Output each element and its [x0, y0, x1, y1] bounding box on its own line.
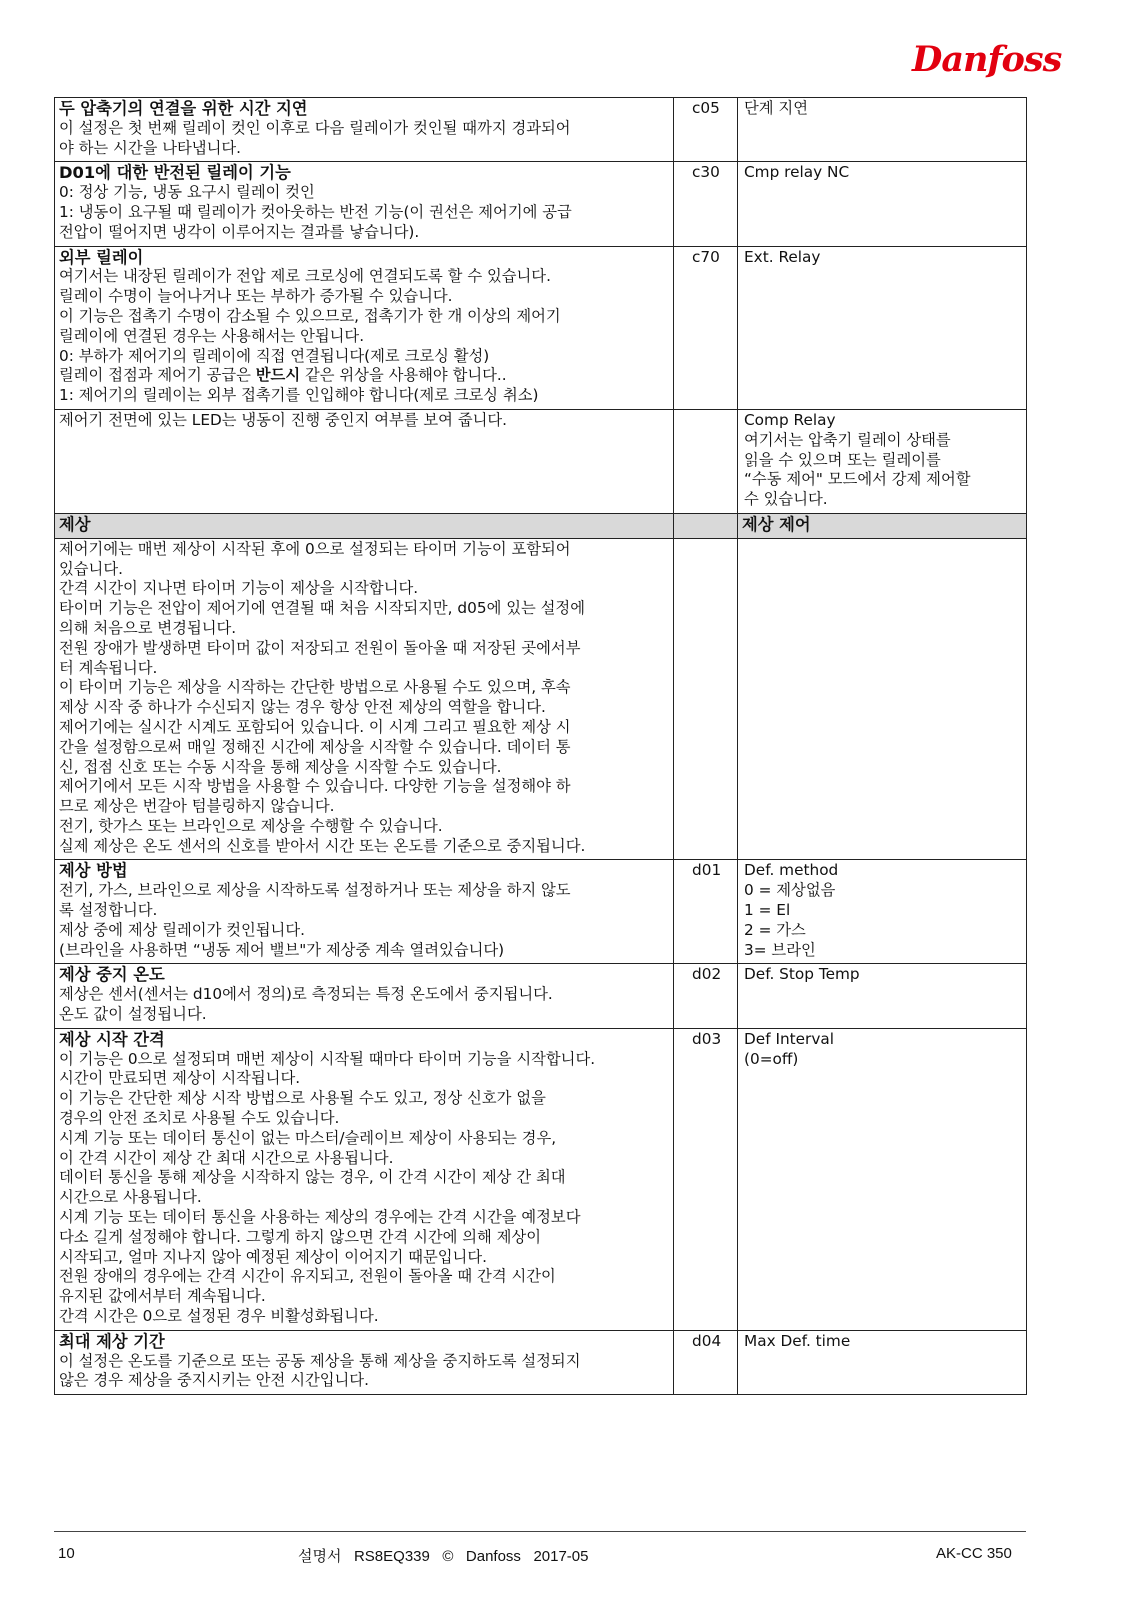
- description-line: 야 하는 시간을 나타냅니다.: [59, 138, 241, 157]
- parameter-name-line: Comp Relay: [744, 410, 836, 429]
- parameter-code: d04: [674, 1330, 738, 1394]
- parameter-title: 최대 제상 기간: [59, 1331, 165, 1351]
- description-line: 전기, 핫가스 또는 브라인으로 제상을 수행할 수 있습니다.: [59, 816, 443, 835]
- description-line: 제어기에서 모든 시작 방법을 사용할 수 있습니다. 다양한 기능을 설정해야 하: [59, 777, 571, 796]
- parameter-name-line: Def. Stop Temp: [744, 965, 860, 984]
- description-line: 간을 설정함으로써 매일 정해진 시간에 제상을 시작할 수 있습니다. 데이터 통: [59, 737, 571, 756]
- parameter-name-cell: [738, 860, 1027, 964]
- description-line: 다소 길게 설정해야 합니다. 그렇게 하지 않으면 간격 시간에 의해 제상이: [59, 1227, 542, 1246]
- parameter-name-line: Max Def. time: [744, 1331, 851, 1350]
- parameter-code: c70: [674, 246, 738, 409]
- description-cell: [55, 98, 674, 162]
- description-line: 간격 시간이 지나면 타이머 기능이 제상을 시작합니다.: [59, 579, 419, 598]
- description-line: 제상 시작 중 하나가 수신되지 않는 경우 항상 안전 제상의 역할을 합니다.: [59, 698, 546, 717]
- parameter-name-cell: [738, 1330, 1027, 1394]
- section-title: 제상: [55, 513, 674, 538]
- description-line: 이 기능은 0으로 설정되며 매번 제상이 시작될 때마다 타이머 기능을 시작합니다.: [59, 1049, 596, 1068]
- parameter-name-cell: [738, 538, 1027, 860]
- description-cell: [55, 409, 674, 513]
- description-line: 제상은 센서(센서는 d10에서 정의)로 측정되는 특정 온도에서 중지됩니다.: [59, 985, 553, 1004]
- parameter-title: 제상 방법: [59, 861, 128, 881]
- description-line: 시계 기능 또는 데이터 통신이 없는 마스터/슬레이브 제상이 사용되는 경우,: [59, 1128, 557, 1147]
- table-row: [55, 964, 1027, 1028]
- parameter-name-line: 0 = 제상없음: [744, 881, 836, 900]
- section-header-defrost: [55, 513, 1027, 538]
- document-reference: 설명서 RS8EQ339 © Danfoss 2017-05: [298, 1548, 589, 1565]
- description-line: 온도 값이 설정됩니다.: [59, 1005, 207, 1024]
- description-line: 이 기능은 간단한 제상 시작 방법으로 사용될 수도 있고, 정상 신호가 없을: [59, 1089, 546, 1108]
- parameter-name-cell: [738, 98, 1027, 162]
- parameter-title: 외부 릴레이: [59, 247, 144, 267]
- description-line: 이 설정은 첫 번째 릴레이 컷인 이후로 다음 릴레이가 컷인될 때까지 경과되어: [59, 118, 571, 137]
- parameter-code: c05: [674, 98, 738, 162]
- description-line: 타이머 기능은 전압이 제어기에 연결될 때 처음 시작되지만, d05에 있는 설정에: [59, 599, 585, 618]
- description-line: 0: 정상 기능, 냉동 요구시 릴레이 컷인: [59, 183, 315, 202]
- description-line: 전원 장애의 경우에는 간격 시간이 유지되고, 전원이 돌아올 때 간격 시간이: [59, 1267, 556, 1286]
- parameter-name-line: 1 = El: [744, 901, 791, 920]
- description-cell: [55, 246, 674, 409]
- parameter-code: d03: [674, 1028, 738, 1330]
- description-line: 경우의 안전 조치로 사용될 수도 있습니다.: [59, 1109, 340, 1128]
- table-row: [55, 98, 1027, 162]
- description-line: 1: 제어기의 릴레이는 외부 접촉기를 인입해야 합니다(제로 크로싱 취소): [59, 386, 539, 405]
- description-line: 제어기에는 매번 제상이 시작된 후에 0으로 설정되는 타이머 기능이 포함되어: [59, 539, 571, 558]
- description-cell: [55, 1028, 674, 1330]
- parameter-code: d02: [674, 964, 738, 1028]
- description-line: 릴레이 접점과 제어기 공급은 반드시 같은 위상을 사용해야 합니다..: [59, 366, 507, 385]
- parameter-name-line: 2 = 가스: [744, 920, 806, 939]
- description-line: 록 설정합니다.: [59, 901, 158, 920]
- description-line: 있습니다.: [59, 559, 123, 578]
- table-row: [55, 860, 1027, 964]
- parameter-title: D01에 대한 반전된 릴레이 기능: [59, 163, 291, 183]
- description-line: 이 설정은 온도를 기준으로 또는 공동 제상을 통해 제상을 중지하도록 설정되지: [59, 1351, 581, 1370]
- description-line: 이 타이머 기능은 제상을 시작하는 간단한 방법으로 사용될 수도 있으며, 후속: [59, 678, 571, 697]
- danfoss-logo: [912, 40, 1061, 80]
- description-line: (브라인을 사용하면 “냉동 제어 밸브"가 제상중 계속 열려있습니다): [59, 940, 505, 959]
- description-line: 릴레이에 연결된 경우는 사용해서는 안됩니다.: [59, 326, 365, 345]
- description-cell: [55, 538, 674, 860]
- description-line: 므로 제상은 번갈아 텀블링하지 않습니다.: [59, 797, 335, 816]
- section-title-right: 제상 제어: [738, 513, 1027, 538]
- parameter-code: [674, 538, 738, 860]
- parameter-code: c30: [674, 162, 738, 246]
- description-line: 시간으로 사용됩니다.: [59, 1188, 202, 1207]
- description-cell: [55, 162, 674, 246]
- description-line: 시작되고, 얼마 지나지 않아 예정된 제상이 이어지기 때문입니다.: [59, 1247, 487, 1266]
- parameter-name-line: 수 있습니다.: [744, 490, 828, 509]
- parameter-name-line: 읽을 수 있으며 또는 릴레이를: [744, 450, 941, 469]
- parameter-name-line: Ext. Relay: [744, 247, 821, 266]
- product-name: AK-CC 350: [936, 1545, 1012, 1562]
- description-line: 제어기 전면에 있는 LED는 냉동이 진행 중인지 여부를 보여 줍니다.: [59, 410, 508, 429]
- parameter-name-cell: [738, 246, 1027, 409]
- description-line: 여기서는 내장된 릴레이가 전압 제로 크로싱에 연결되도록 할 수 있습니다.: [59, 267, 551, 286]
- parameter-name-cell: [738, 1028, 1027, 1330]
- page-number: 10: [58, 1545, 75, 1562]
- table-row: [55, 162, 1027, 246]
- table-row: [55, 409, 1027, 513]
- description-line: 제어기에는 실시간 시계도 포함되어 있습니다. 이 시계 그리고 필요한 제상 시: [59, 717, 571, 736]
- description-line: 신, 접점 신호 또는 수동 시작을 통해 제상을 시작할 수도 있습니다.: [59, 757, 502, 776]
- table-body-top: [55, 98, 1027, 514]
- parameter-name-line: 3= 브라인: [744, 940, 816, 959]
- parameter-name-line: Def. method: [744, 861, 839, 880]
- table-row: [55, 246, 1027, 409]
- description-line: 전압이 떨어지면 냉각이 이루어지는 결과를 낳습니다).: [59, 222, 420, 241]
- description-line: 이 간격 시간이 제상 간 최대 시간으로 사용됩니다.: [59, 1148, 394, 1167]
- parameter-title: 두 압축기의 연결을 위한 시간 지연: [59, 99, 308, 118]
- description-line: 터 계속됩니다.: [59, 658, 158, 677]
- parameter-name-line: “수동 제어" 모드에서 강제 제어할: [744, 470, 971, 489]
- description-line: 제상 중에 제상 릴레이가 컷인됩니다.: [59, 920, 305, 939]
- description-line: 유지된 값에서부터 계속됩니다.: [59, 1287, 266, 1306]
- parameter-name-cell: [738, 162, 1027, 246]
- description-line: 간격 시간은 0으로 설정된 경우 비활성화됩니다.: [59, 1307, 379, 1326]
- parameter-title: 제상 시작 간격: [59, 1029, 165, 1049]
- description-line: 의해 처음으로 변경됩니다.: [59, 618, 237, 637]
- description-line: 0: 부하가 제어기의 릴레이에 직접 연결됩니다(제로 크로싱 활성): [59, 346, 490, 365]
- section-spacer: [674, 513, 738, 538]
- description-line: 데이터 통신을 통해 제상을 시작하지 않는 경우, 이 간격 시간이 제상 간 최대: [59, 1168, 566, 1187]
- parameter-name-line: Def Interval: [744, 1029, 835, 1048]
- parameter-name-line: (0=off): [744, 1049, 799, 1068]
- parameter-name-line: 단계 지연: [744, 99, 808, 117]
- description-line: 시계 기능 또는 데이터 통신을 사용하는 제상의 경우에는 간격 시간을 예정보다: [59, 1208, 581, 1227]
- parameter-name-cell: [738, 409, 1027, 513]
- table-row: [55, 1028, 1027, 1330]
- logo-wordmark: Danfoss: [912, 39, 1062, 80]
- table-row: [55, 538, 1027, 860]
- description-line: 전기, 가스, 브라인으로 제상을 시작하도록 설정하거나 또는 제상을 하지 않도: [59, 881, 571, 900]
- description-line: 시간이 만료되면 제상이 시작됩니다.: [59, 1069, 301, 1088]
- parameter-title: 제상 중지 온도: [59, 965, 165, 985]
- description-line: 이 기능은 접촉기 수명이 감소될 수 있으므로, 접촉기가 한 개 이상의 제어기: [59, 306, 561, 325]
- parameter-name-cell: [738, 964, 1027, 1028]
- parameter-code: d01: [674, 860, 738, 964]
- description-cell: [55, 1330, 674, 1394]
- parameter-name-line: 여기서는 압축기 릴레이 상태를: [744, 430, 951, 449]
- table-row: [55, 1330, 1027, 1394]
- description-cell: [55, 964, 674, 1028]
- footer-divider: [54, 1531, 1026, 1532]
- parameter-code: [674, 409, 738, 513]
- table-body-bottom: [55, 538, 1027, 1394]
- description-line: 1: 냉동이 요구될 때 릴레이가 컷아웃하는 반전 기능(이 권선은 제어기에 공급: [59, 202, 572, 221]
- parameter-name-line: Cmp relay NC: [744, 163, 850, 182]
- description-cell: [55, 860, 674, 964]
- description-line: 전원 장애가 발생하면 타이머 값이 저장되고 전원이 돌아올 때 저장된 곳에서부: [59, 638, 581, 657]
- parameter-table: [54, 97, 1027, 1395]
- description-line: 실제 제상은 온도 센서의 신호를 받아서 시간 또는 온도를 기준으로 중지됩니다.: [59, 836, 586, 855]
- description-line: 릴레이 수명이 늘어나거나 또는 부하가 증가될 수 있습니다.: [59, 287, 453, 306]
- section-row: [55, 513, 1027, 538]
- description-line: 않은 경우 제상을 중지시키는 안전 시간입니다.: [59, 1371, 369, 1390]
